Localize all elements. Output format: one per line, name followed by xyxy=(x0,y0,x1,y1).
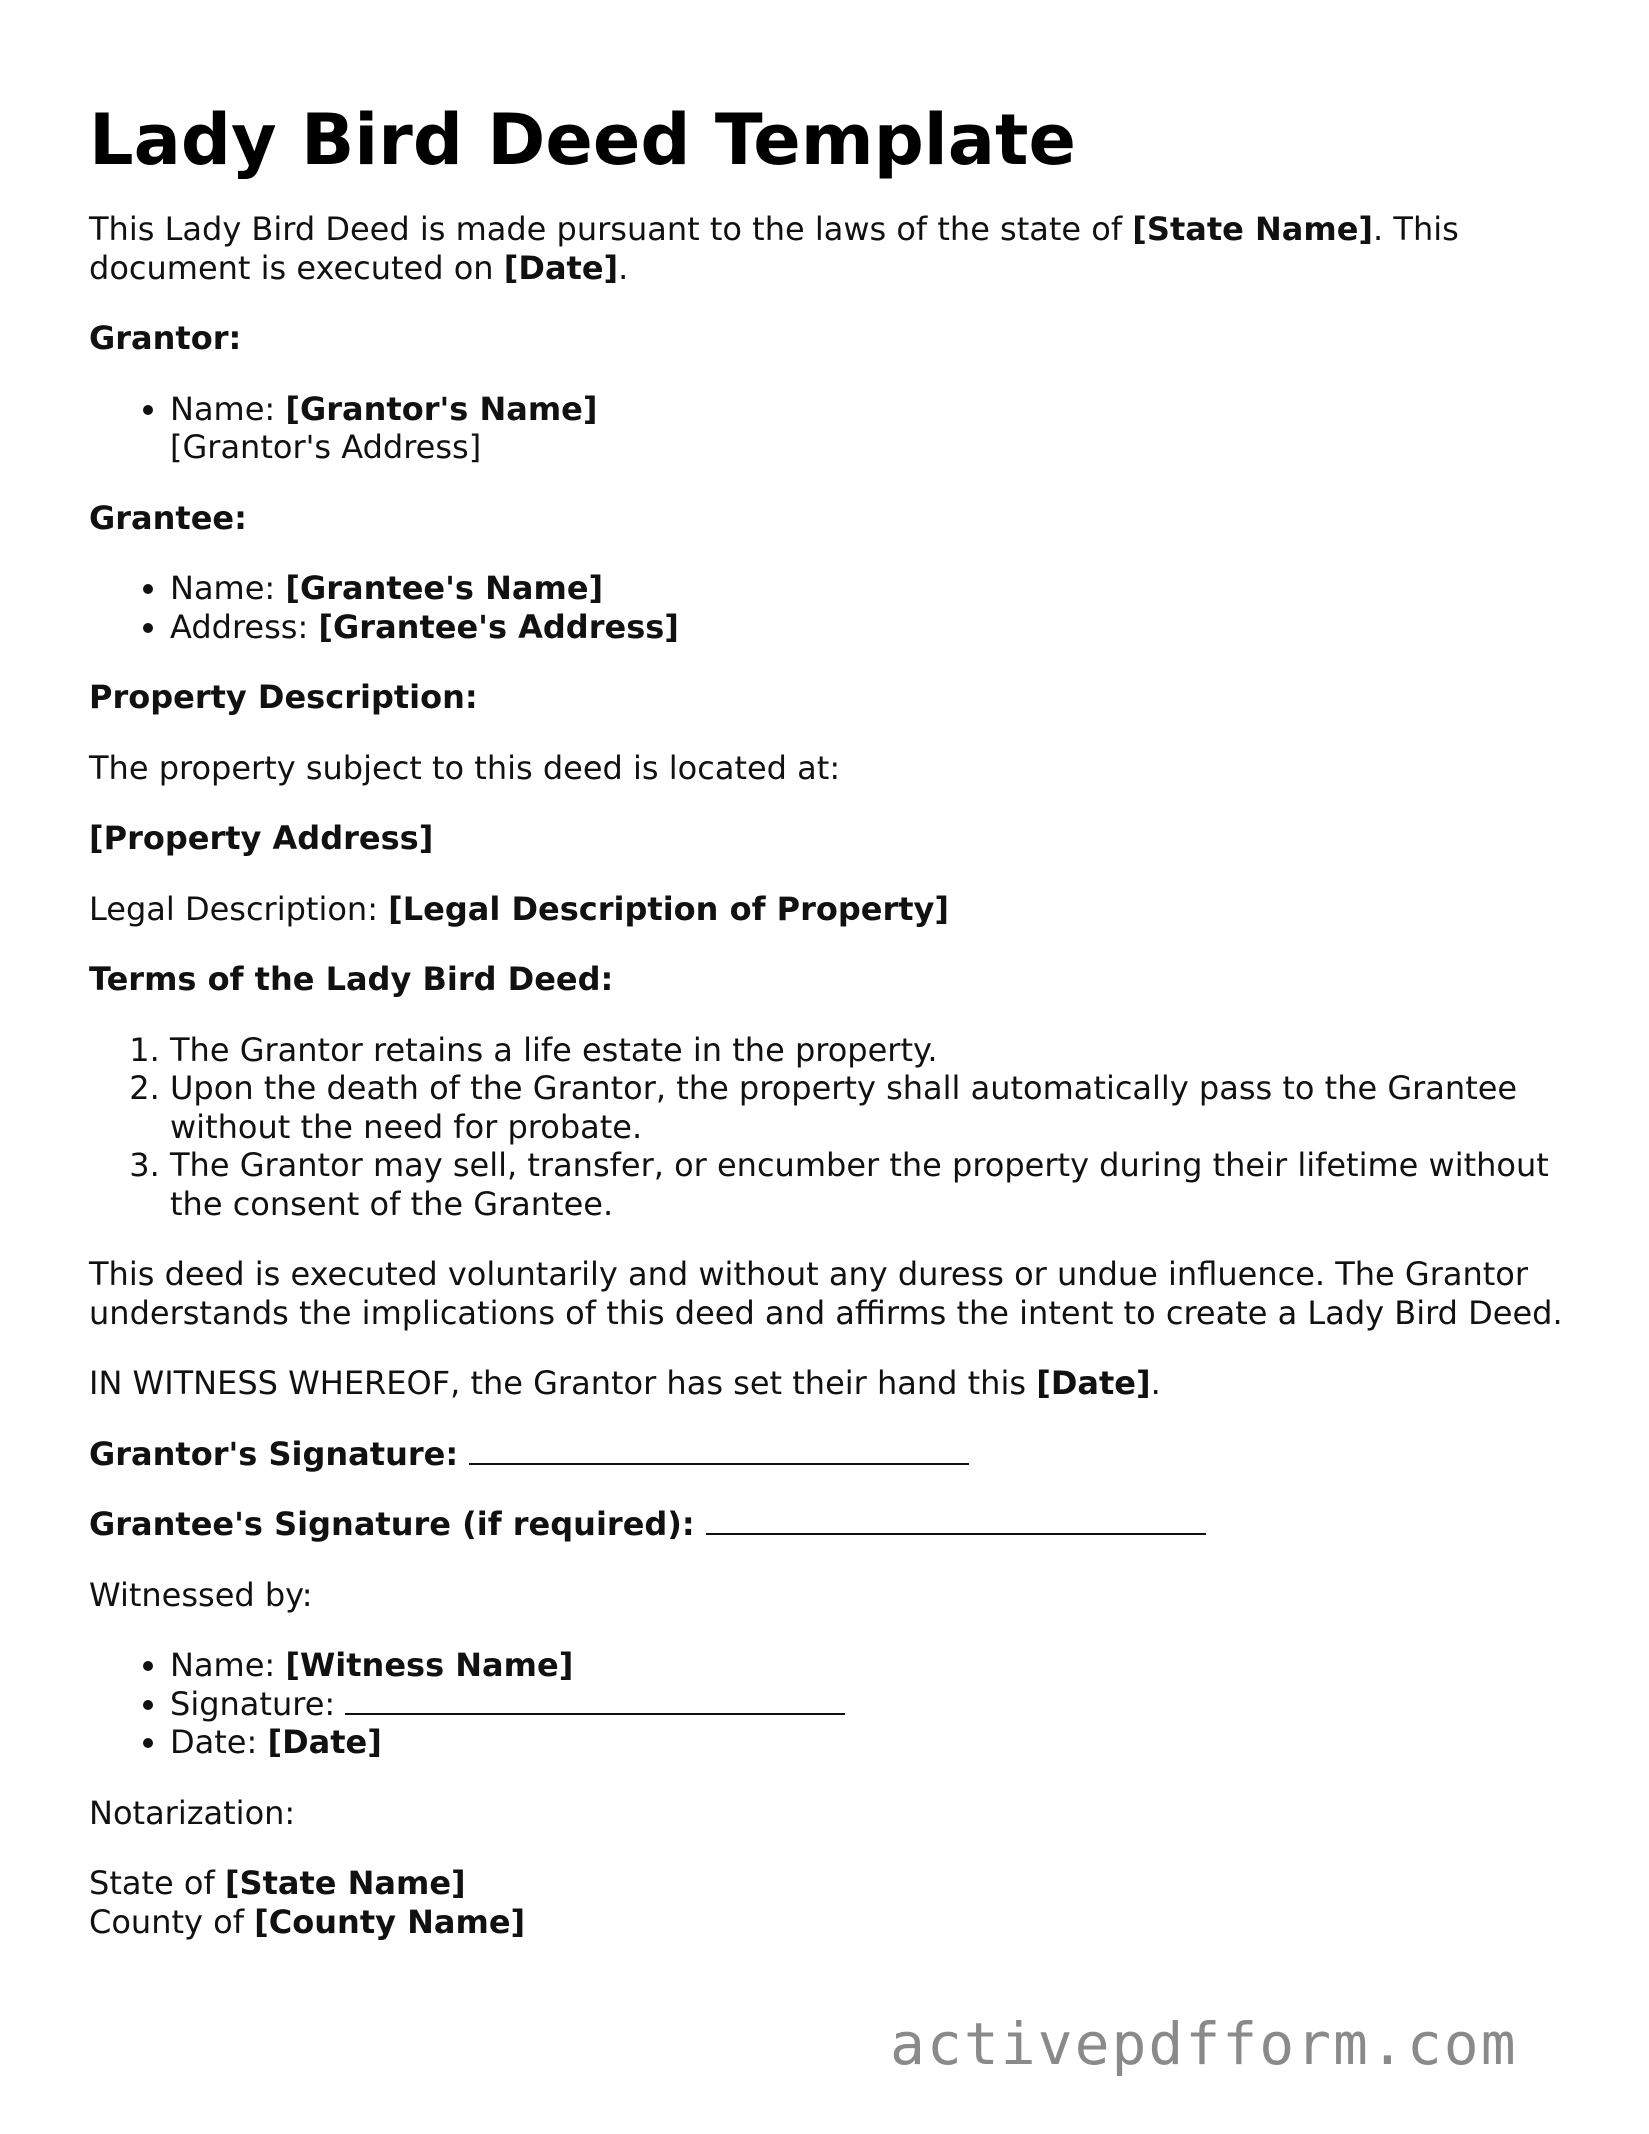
voluntary-paragraph: This deed is executed voluntarily and without any duress or undue influence. The Grantor understands the implications of this deed and affirms the intent to create a Lady Bird Deed. xyxy=(89,1255,1563,1332)
grantor-signature-line xyxy=(89,1435,1569,1474)
grantor-signature-label: Grantor's Signature: xyxy=(89,1434,470,1473)
property-located-text: The property subject to this deed is located at: xyxy=(89,748,841,787)
legal-description-line xyxy=(89,890,1569,929)
witnessed-by-label: Witnessed by: xyxy=(89,1575,313,1614)
grantee-heading: Grantee: xyxy=(89,498,247,537)
intro-text-2: . This document is executed on xyxy=(89,210,1459,287)
witness-signature-item xyxy=(170,1685,1569,1724)
witness-name-placeholder: [Witness Name] xyxy=(285,1646,574,1684)
intro-text-3: . xyxy=(618,248,629,287)
grantee-name-item xyxy=(170,569,1569,608)
grantor-address-placeholder: [Grantor's Address] xyxy=(170,428,482,466)
grantee-signature-label: Grantee's Signature (if required): xyxy=(89,1505,706,1543)
intro-text-1: This Lady Bird Deed is made pursuant to the laws of the state of xyxy=(89,210,1133,248)
witness-clause-text: IN WITNESS WHEREOF, the Grantor has set their hand this xyxy=(89,1364,1037,1402)
witness-signature-field[interactable] xyxy=(345,1687,845,1715)
grantee-address-item xyxy=(170,608,1569,647)
terms-item: 2. Upon the death of the Grantor, the property shall automatically pass to the Grantee without the need for probate. xyxy=(170,1069,1569,1146)
intro-paragraph xyxy=(89,210,1569,287)
notary-state-placeholder: [State Name] xyxy=(224,1864,466,1902)
grantee-name-placeholder: [Grantee's Name] xyxy=(285,569,604,607)
grantee-address-label: Address: xyxy=(170,607,319,646)
notary-county-label: County of xyxy=(89,1902,255,1941)
grantor-item xyxy=(170,390,1569,467)
notary-county-placeholder: [County Name] xyxy=(254,1902,526,1941)
grantor-signature-field[interactable] xyxy=(469,1437,969,1465)
watermark-text: activepdfform.com xyxy=(890,2010,1518,2078)
grantee-address-placeholder: [Grantee's Address] xyxy=(318,607,679,646)
witness-name-item xyxy=(170,1646,1569,1685)
grantor-name-label: Name: xyxy=(170,389,286,428)
grantee-signature-line xyxy=(89,1505,1569,1544)
terms-item: 1. The Grantor retains a life estate in the property. xyxy=(170,1031,1569,1070)
grantor-heading: Grantor: xyxy=(89,319,242,357)
terms-item: 3. The Grantor may sell, transfer, or encumber the property during their lifetime without the consent of the Grantee. xyxy=(170,1146,1569,1223)
property-address-placeholder: [Property Address] xyxy=(89,819,434,857)
witness-clause-date-placeholder: [Date] xyxy=(1036,1364,1151,1402)
witness-clause xyxy=(89,1364,1569,1403)
notary-block xyxy=(89,1864,1569,1941)
witness-name-label: Name: xyxy=(170,1646,286,1684)
witness-list xyxy=(89,1646,1569,1762)
witness-date-item xyxy=(170,1723,1569,1762)
witness-date-label: Date: xyxy=(170,1723,268,1761)
document-title: Lady Bird Deed Template xyxy=(89,99,1076,181)
terms-heading: Terms of the Lady Bird Deed: xyxy=(89,960,614,998)
notarization-label: Notarization: xyxy=(89,1793,296,1832)
witness-clause-end: . xyxy=(1150,1364,1161,1402)
grantee-signature-field[interactable] xyxy=(706,1507,1206,1535)
document-page xyxy=(89,100,1569,1973)
legal-description-placeholder: [Legal Description of Property] xyxy=(388,889,950,928)
grantor-name-placeholder: [Grantor's Name] xyxy=(285,389,598,428)
witness-signature-label: Signature: xyxy=(170,1684,346,1723)
intro-date-placeholder: [Date] xyxy=(503,248,619,287)
property-heading: Property Description: xyxy=(89,678,478,716)
grantor-list xyxy=(89,390,1569,467)
intro-state-placeholder: [State Name] xyxy=(1132,210,1374,248)
grantee-name-label: Name: xyxy=(170,569,286,607)
notary-state-label: State of xyxy=(89,1864,225,1902)
legal-description-label: Legal Description: xyxy=(89,889,389,928)
grantee-list xyxy=(89,569,1569,646)
witness-date-placeholder: [Date] xyxy=(267,1723,382,1761)
terms-list xyxy=(89,1031,1569,1224)
